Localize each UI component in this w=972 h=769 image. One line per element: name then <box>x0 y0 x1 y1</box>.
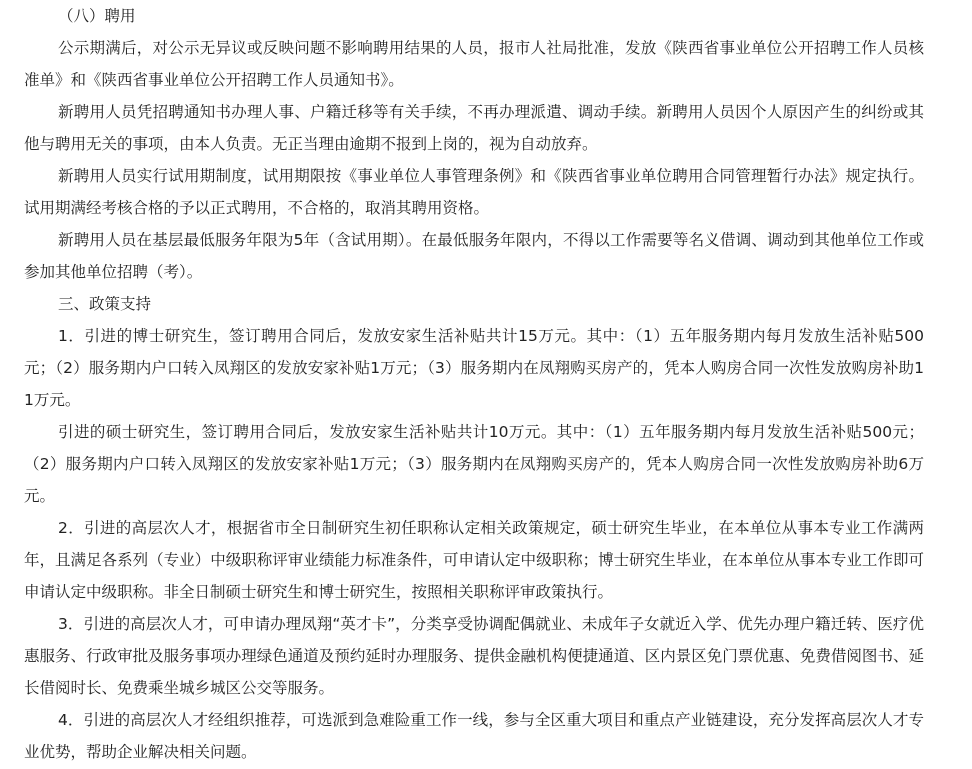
paragraph-service-term: 新聘用人员在基层最低服务年限为5年（含试用期）。在最低服务年限内，不得以工作需要等名义借调、调动到其他单位工作或参加其他单位招聘（考）。 <box>24 231 924 281</box>
document-body <box>24 0 924 768</box>
section-heading-hiring: （八）聘用 <box>58 7 136 25</box>
section-heading-policy-support: 三、政策支持 <box>58 295 152 313</box>
paragraph-title-certification: 2．引进的高层次人才，根据省市全日制研究生初任职称认定相关政策规定，硕士研究生毕业，在本单位从事本专业工作满两年，且满足各系列（专业）中级职称评审业绩能力标准条件，可申请认定中级职称；博士研究生毕业，在本单位从事本专业工作即可申请认定中级职称。非全日制硕士研究生和博士研究生，按照相关职称评审政策执行。 <box>24 519 924 601</box>
paragraph-frontline-assignment: 4．引进的高层次人才经组织推荐，可选派到急难险重工作一线，参与全区重大项目和重点产业链建设，充分发挥高层次人才专业优势，帮助企业解决相关问题。 <box>24 711 924 761</box>
paragraph-talent-card: 3．引进的高层次人才，可申请办理凤翔“英才卡”，分类享受协调配偶就业、未成年子女就近入学、优先办理户籍迁转、医疗优惠服务、行政审批及服务事项办理绿色通道及预约延时办理服务、提供金融机构便捷通道、区内景区免门票优惠、免费借阅图书、延长借阅时长、免费乘坐城乡城区公交等服务。 <box>24 615 924 697</box>
paragraph-publicity-approval: 公示期满后，对公示无异议或反映问题不影响聘用结果的人员，报市人社局批准，发放《陕西省事业单位公开招聘工作人员核准单》和《陕西省事业单位公开招聘工作人员通知书》。 <box>24 39 924 89</box>
paragraph-probation: 新聘用人员实行试用期制度，试用期限按《事业单位人事管理条例》和《陕西省事业单位聘用合同管理暂行办法》规定执行。试用期满经考核合格的予以正式聘用，不合格的，取消其聘用资格。 <box>24 167 924 217</box>
paragraph-phd-subsidy: 1．引进的博士研究生，签订聘用合同后，发放安家生活补贴共计15万元。其中：（1）五年服务期内每月发放生活补贴500元；（2）服务期内户口转入凤翔区的发放安家补贴1万元；（3）服务期内在凤翔购买房产的，凭本人购房合同一次性发放购房补助11万元。 <box>24 327 924 409</box>
paragraph-masters-subsidy: 引进的硕士研究生，签订聘用合同后，发放安家生活补贴共计10万元。其中：（1）五年服务期内每月发放生活补贴500元；（2）服务期内户口转入凤翔区的发放安家补贴1万元；（3）服务期内在凤翔购买房产的，凭本人购房合同一次性发放购房补助6万元。 <box>24 423 924 505</box>
paragraph-procedures: 新聘用人员凭招聘通知书办理人事、户籍迁移等有关手续，不再办理派遣、调动手续。新聘用人员因个人原因产生的纠纷或其他与聘用无关的事项，由本人负责。无正当理由逾期不报到上岗的，视为自动放弃。 <box>24 103 924 153</box>
